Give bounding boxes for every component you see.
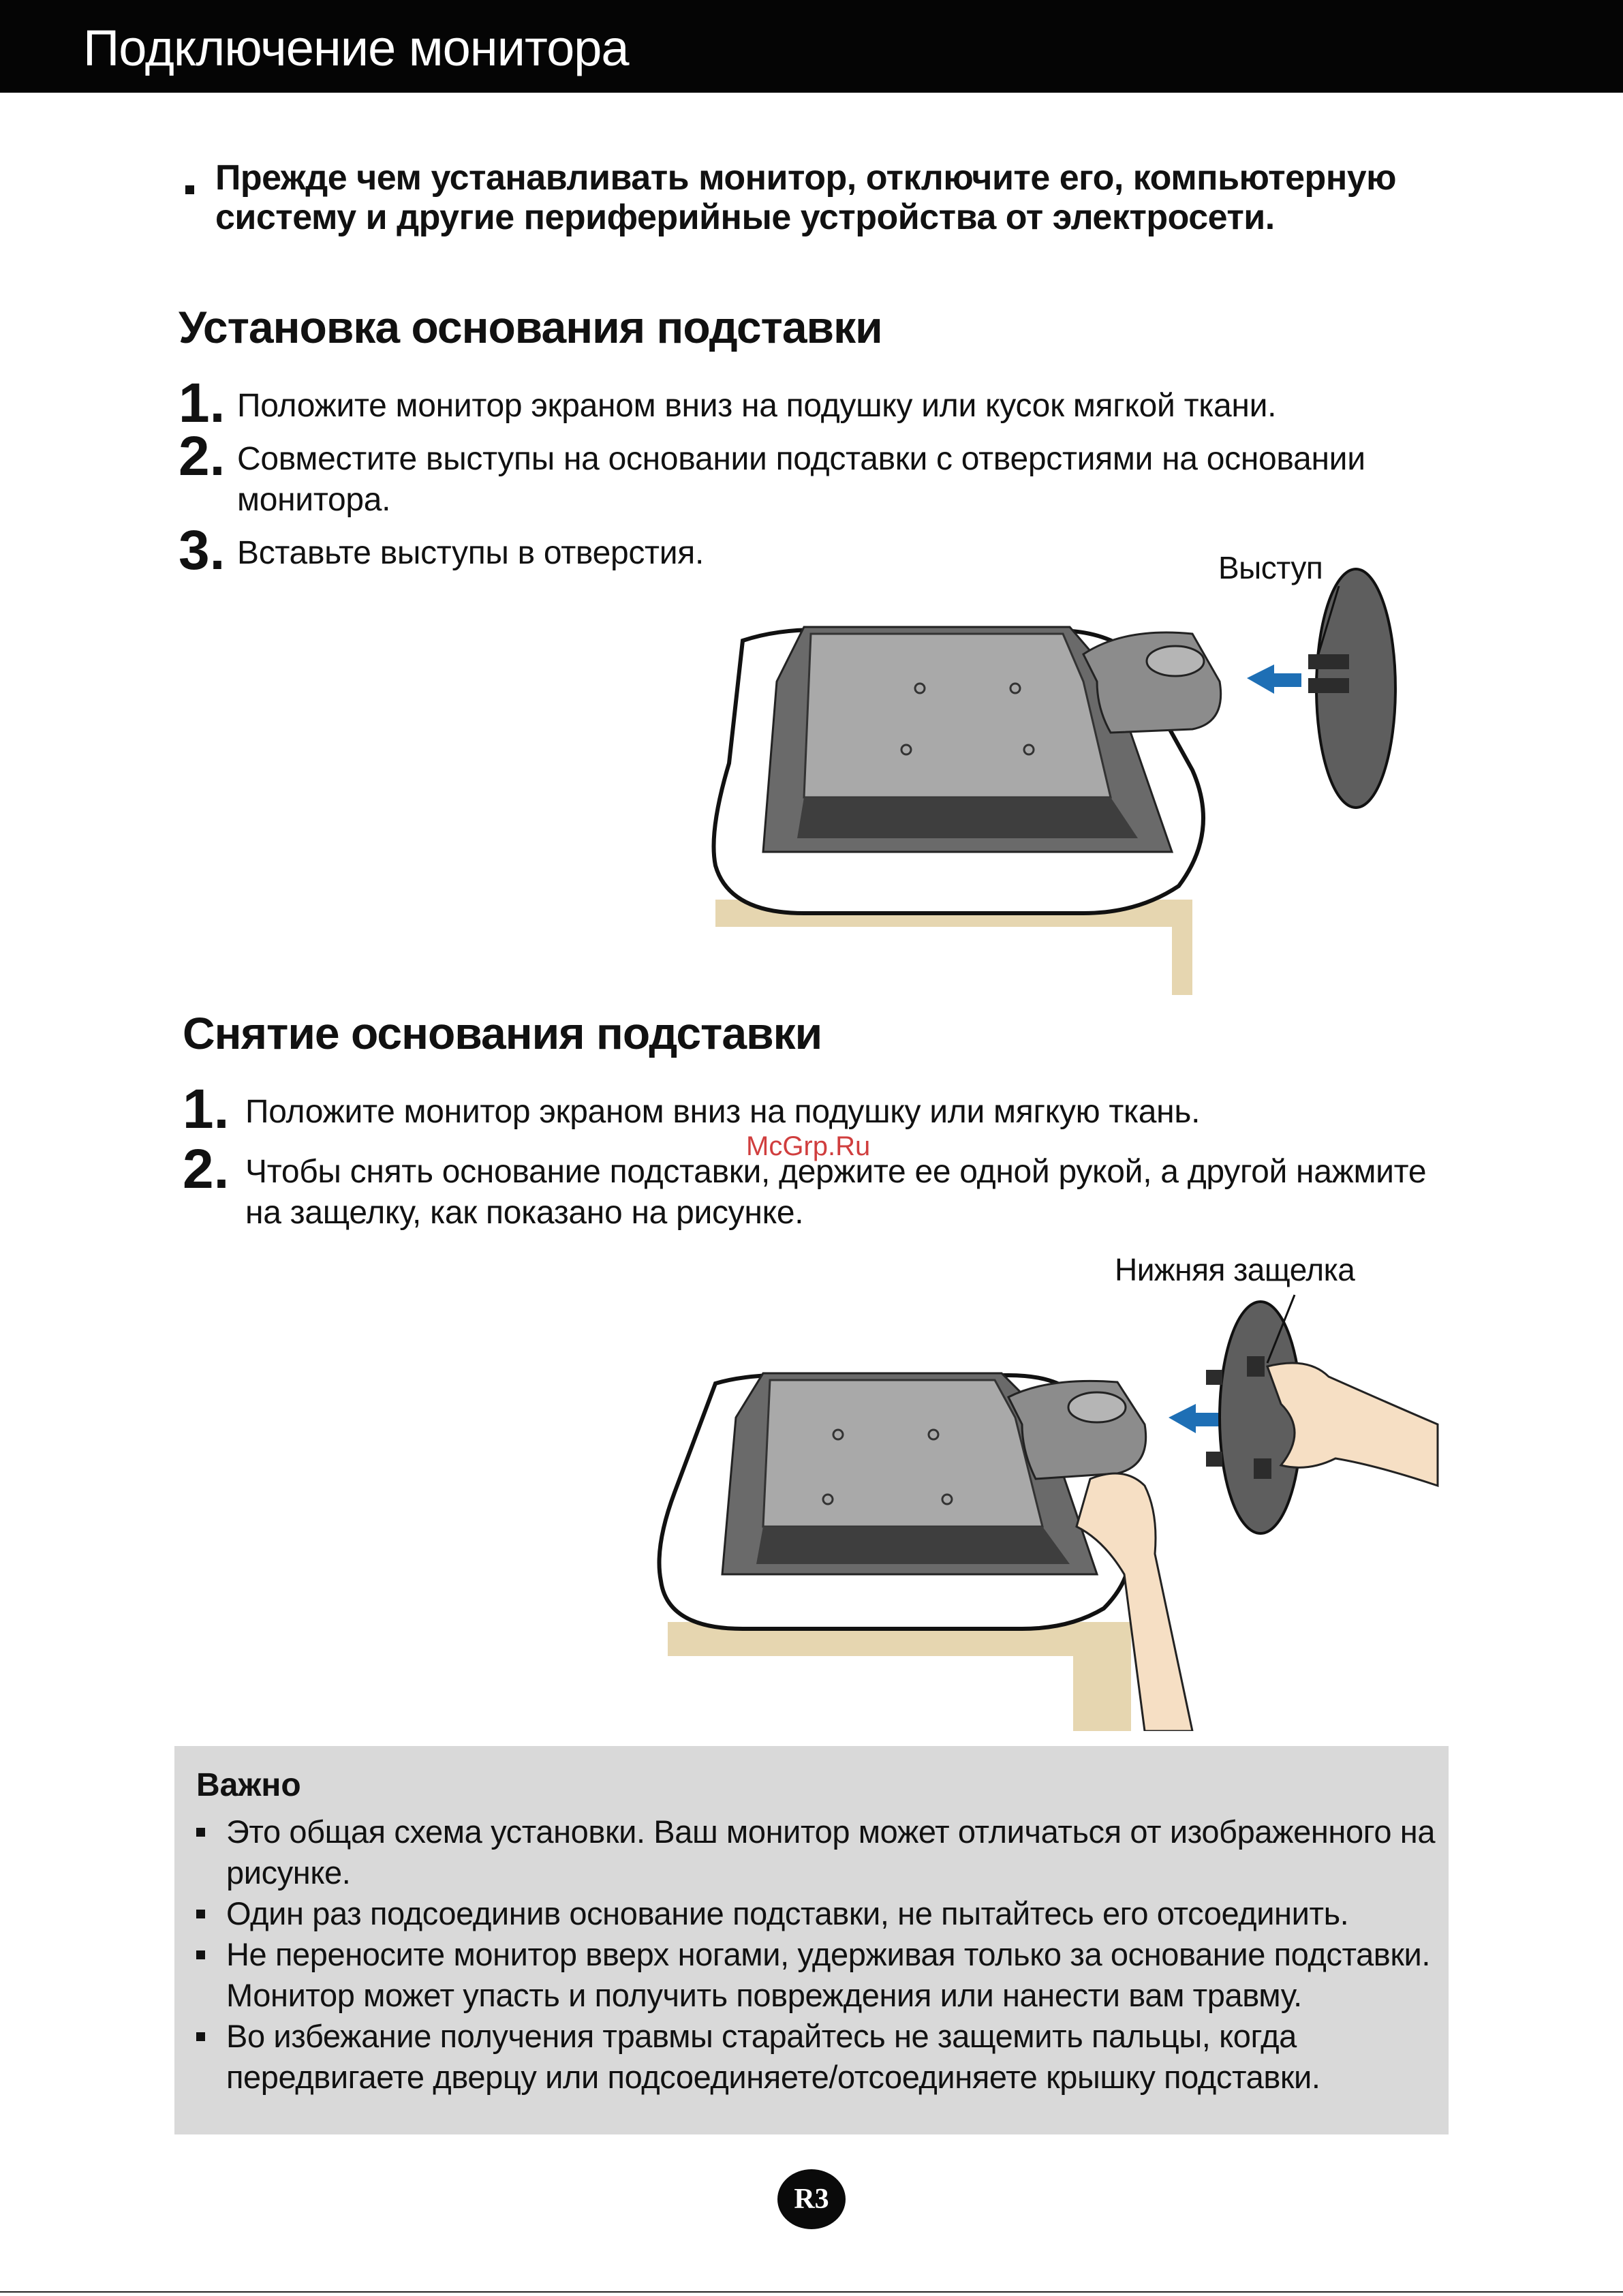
install-figure [702, 545, 1417, 995]
step-number: 1. [179, 372, 226, 434]
step-number: 2. [179, 425, 226, 487]
note-list [196, 1811, 1436, 2098]
page-number: R3 [777, 2169, 846, 2229]
note-item [196, 2016, 1436, 2098]
step-number: 1. [183, 1078, 230, 1140]
note-item-text: Во избежание получения травмы старайтесь не защемить пальцы, когда передвигаете дверцу или подсоединяете/отсоединяете крышку подставки. [226, 2018, 1320, 2095]
warning-text: Прежде чем устанавливать монитор, отключите его, компьютерную систему и другие периферийные устройства от электросети. [215, 158, 1397, 237]
table [668, 1622, 1131, 1731]
monitor-bezel [756, 1527, 1070, 1564]
bullet-icon [196, 2032, 205, 2041]
remove-illustration [654, 1254, 1451, 1731]
watermark: McGrp.Ru [746, 1131, 871, 1161]
step-text: Совместите выступы на основании подставки с отверстиями на основании монитора. [237, 441, 1365, 518]
step-text: Вставьте выступы в отверстия. [237, 535, 704, 571]
monitor-back-panel [804, 634, 1111, 797]
stand-base [1220, 1302, 1301, 1533]
note-item [196, 1934, 1436, 2016]
bullet-icon [196, 1910, 205, 1918]
note-item [196, 1893, 1436, 1934]
note-item [196, 1811, 1436, 1893]
remove-heading: Снятие основания подставки [183, 1008, 822, 1058]
step-number: 3. [179, 519, 226, 581]
arrow-icon [1169, 1404, 1223, 1433]
bullet-icon [196, 1828, 205, 1837]
protrusion-label: Выступ [1218, 550, 1323, 585]
bottom-rule [0, 2291, 1623, 2293]
latch-label: Нижняя защелка [1115, 1252, 1355, 1287]
page-title: Подключение монитора [83, 20, 629, 76]
step-text: Положите монитор экраном вниз на подушку или мягкую ткань. [245, 1094, 1201, 1130]
header-bar [0, 0, 1623, 93]
remove-figure [654, 1254, 1451, 1731]
install-heading: Установка основания подставки [179, 302, 882, 352]
important-note [174, 1746, 1449, 2134]
step-text: Чтобы снять основание подставки, держите ее одной рукой, а другой нажмите на защелку, как показано на рисунке. [245, 1154, 1427, 1231]
note-item-text: Это общая схема установки. Ваш монитор может отличаться от изображенного на рисунке. [226, 1813, 1436, 1891]
monitor-bezel [797, 797, 1138, 838]
note-item-text: Один раз подсоединив основание подставки, не пытайтесь его отсоединить. [226, 1895, 1349, 1931]
hand [1267, 1363, 1438, 1486]
install-illustration [702, 545, 1417, 995]
step-number: 2. [183, 1138, 230, 1200]
stand-neck [1083, 632, 1221, 733]
bullet-icon [196, 1950, 205, 1959]
bullet-icon [185, 185, 194, 194]
note-title: Важно [196, 1767, 301, 1803]
monitor-back-panel [763, 1380, 1042, 1527]
arrow-icon [1247, 664, 1301, 694]
note-item-text: Не переносите монитор вверх ногами, удерживая только за основание подставки. Монитор может упасть и получить повреждения или нанести вам травму. [226, 1936, 1431, 2013]
step-text: Положите монитор экраном вниз на подушку или кусок мягкой ткани. [237, 388, 1277, 424]
